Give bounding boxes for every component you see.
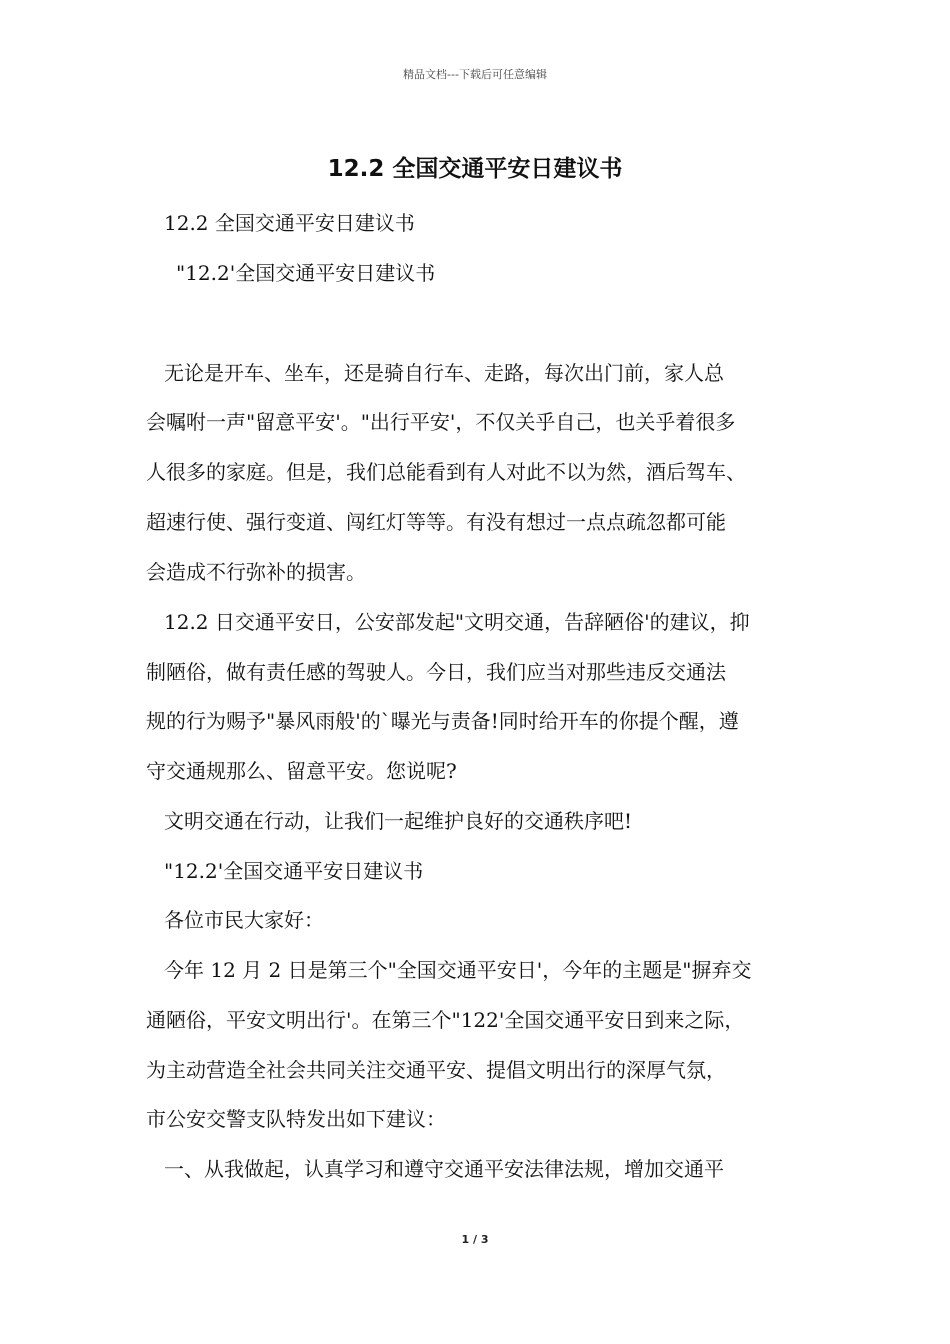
paragraph-line: 制陋俗，做有责任感的驾驶人。今日，我们应当对那些违反交通法 — [146, 660, 726, 684]
subtitle-quoted-line: "12.2'全国交通平安日建议书 — [176, 261, 436, 285]
paragraph-line: 无论是开车、坐车，还是骑自行车、走路，每次出门前，家人总 — [164, 361, 724, 385]
page-number: 1 / 3 — [461, 1233, 489, 1246]
paragraph-line: 规的行为赐予"暴风雨般'的`曝光与责备!同时给开车的你提个醒，遵 — [146, 709, 739, 733]
paragraph-line: 为主动营造全社会共同关注交通平安、提倡文明出行的深厚气氛， — [146, 1058, 726, 1082]
paragraph-line: 超速行使、强行变道、闯红灯等等。有没有想过一点点疏忽都可能 — [146, 510, 726, 534]
paragraph-line: 人很多的家庭。但是，我们总能看到有人对此不以为然，酒后驾车、 — [146, 460, 746, 484]
paragraph-line: 会嘱咐一声"留意平安'。"出行平安'，不仅关乎自己，也关乎着很多 — [146, 410, 736, 434]
paragraph-line: 通陋俗，平安文明出行'。在第三个"122'全国交通平安日到来之际， — [146, 1008, 745, 1032]
paragraph-line: 今年 12 月 2 日是第三个"全国交通平安日'，今年的主题是"摒弃交 — [164, 958, 752, 982]
subtitle-line: 12.2 全国交通平安日建议书 — [164, 211, 415, 235]
paragraph-line: 守交通规那么、留意平安。您说呢? — [146, 759, 457, 783]
section-heading-line: "12.2'全国交通平安日建议书 — [164, 859, 424, 883]
paragraph-line: 12.2 日交通平安日，公安部发起"文明交通，告辞陋俗'的建议，抑 — [164, 610, 750, 634]
page-header: 精品文档---下载后可任意编辑 — [403, 68, 547, 81]
document-title: 12.2 全国交通平安日建议书 — [327, 156, 623, 182]
paragraph-line: 市公安交警支队特发出如下建议： — [146, 1107, 446, 1131]
paragraph-line: 文明交通在行动，让我们一起维护良好的交通秩序吧! — [164, 809, 633, 833]
paragraph-line: 会造成不行弥补的损害。 — [146, 560, 366, 584]
greeting-line: 各位市民大家好： — [164, 908, 324, 932]
paragraph-line: 一、从我做起，认真学习和遵守交通平安法律法规，增加交通平 — [164, 1157, 724, 1181]
